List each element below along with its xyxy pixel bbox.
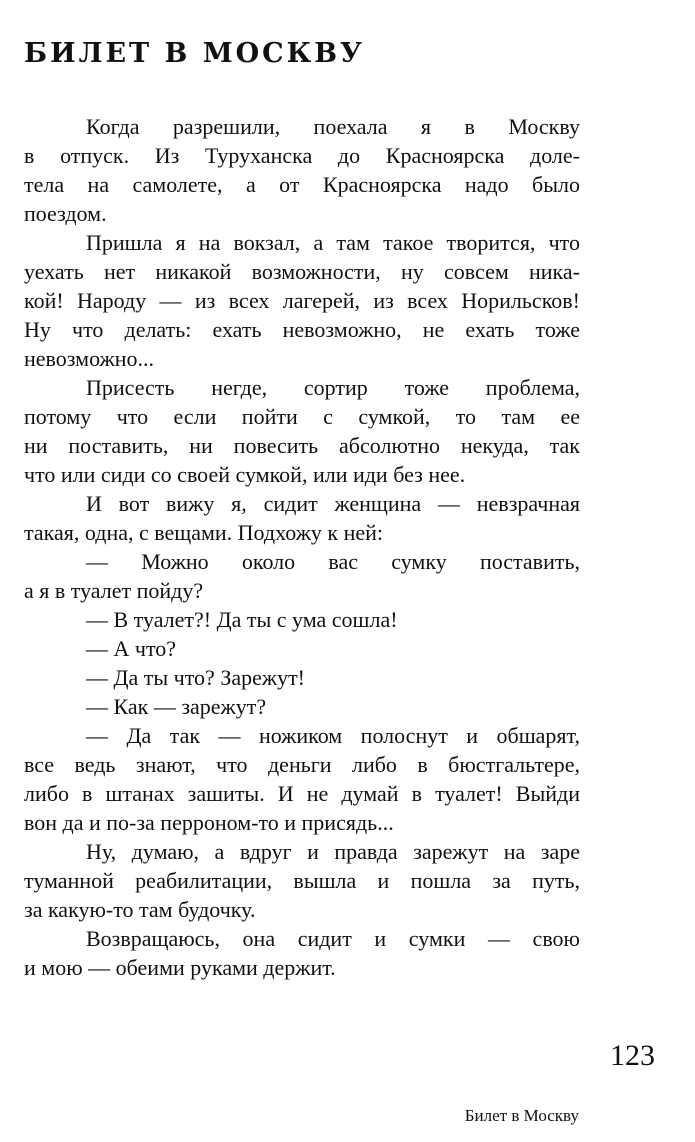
text-line: ни поставить, ни повесить абсолютно некуда, так: [24, 433, 580, 458]
text-line: тела на самолете, а от Красноярска надо было: [24, 172, 580, 197]
text-line: Пришла я на вокзал, а там такое творится, что: [86, 230, 580, 255]
chapter-title: БИЛЕТ В МОСКВУ: [24, 38, 365, 69]
page-number: 123: [610, 1039, 655, 1072]
text-line: поездом.: [24, 201, 107, 226]
text-line: за какую-то там будочку.: [24, 897, 256, 922]
text-line: Ну, думаю, а вдруг и правда зарежут на заре: [86, 839, 580, 864]
text-line: уехать нет никакой возможности, ну совсем ника-: [24, 259, 580, 284]
running-footer: Билет в Москву: [464, 1106, 579, 1125]
text-line: — Можно около вас сумку поставить,: [86, 549, 580, 574]
text-line: либо в штанах зашиты. И не думай в туалет! Выйди: [24, 781, 580, 806]
text-line: — Как — зарежут?: [86, 694, 267, 719]
text-line: Возвращаюсь, она сидит и сумки — свою: [86, 926, 580, 951]
text-line: туманной реабилитации, вышла и пошла за путь,: [24, 868, 580, 893]
text-line: — Да ты что? Зарежут!: [86, 665, 306, 690]
text-line: Присесть негде, сортир тоже проблема,: [86, 375, 580, 400]
text-line: Ну что делать: ехать невозможно, не ехать тоже: [24, 317, 580, 342]
text-line: — А что?: [86, 636, 177, 661]
text-line: И вот вижу я, сидит женщина — невзрачная: [86, 491, 580, 516]
text-line: в отпуск. Из Туруханска до Красноярска доле-: [24, 143, 580, 168]
text-line: кой! Народу — из всех лагерей, из всех Норильсков!: [24, 288, 580, 313]
text-line: Когда разрешили, поехала я в Москву: [86, 114, 580, 139]
text-line: невозможно...: [24, 346, 155, 371]
text-line: а я в туалет пойду?: [24, 578, 204, 603]
text-line: вон да и по-за перроном-то и присядь...: [24, 810, 394, 835]
text-line: что или сиди со своей сумкой, или иди без нее.: [24, 462, 466, 487]
text-line: — В туалет?! Да ты с ума сошла!: [86, 607, 398, 632]
text-line: — Да так — ножиком полоснут и обшарят,: [86, 723, 580, 748]
body-text: [24, 112, 580, 982]
text-line: и мою — обеими руками держит.: [24, 955, 336, 980]
text-line: такая, одна, с вещами. Подхожу к ней:: [24, 520, 384, 545]
text-line: потому что если пойти с сумкой, то там ее: [24, 404, 580, 429]
text-line: все ведь знают, что деньги либо в бюстгальтере,: [24, 752, 580, 777]
